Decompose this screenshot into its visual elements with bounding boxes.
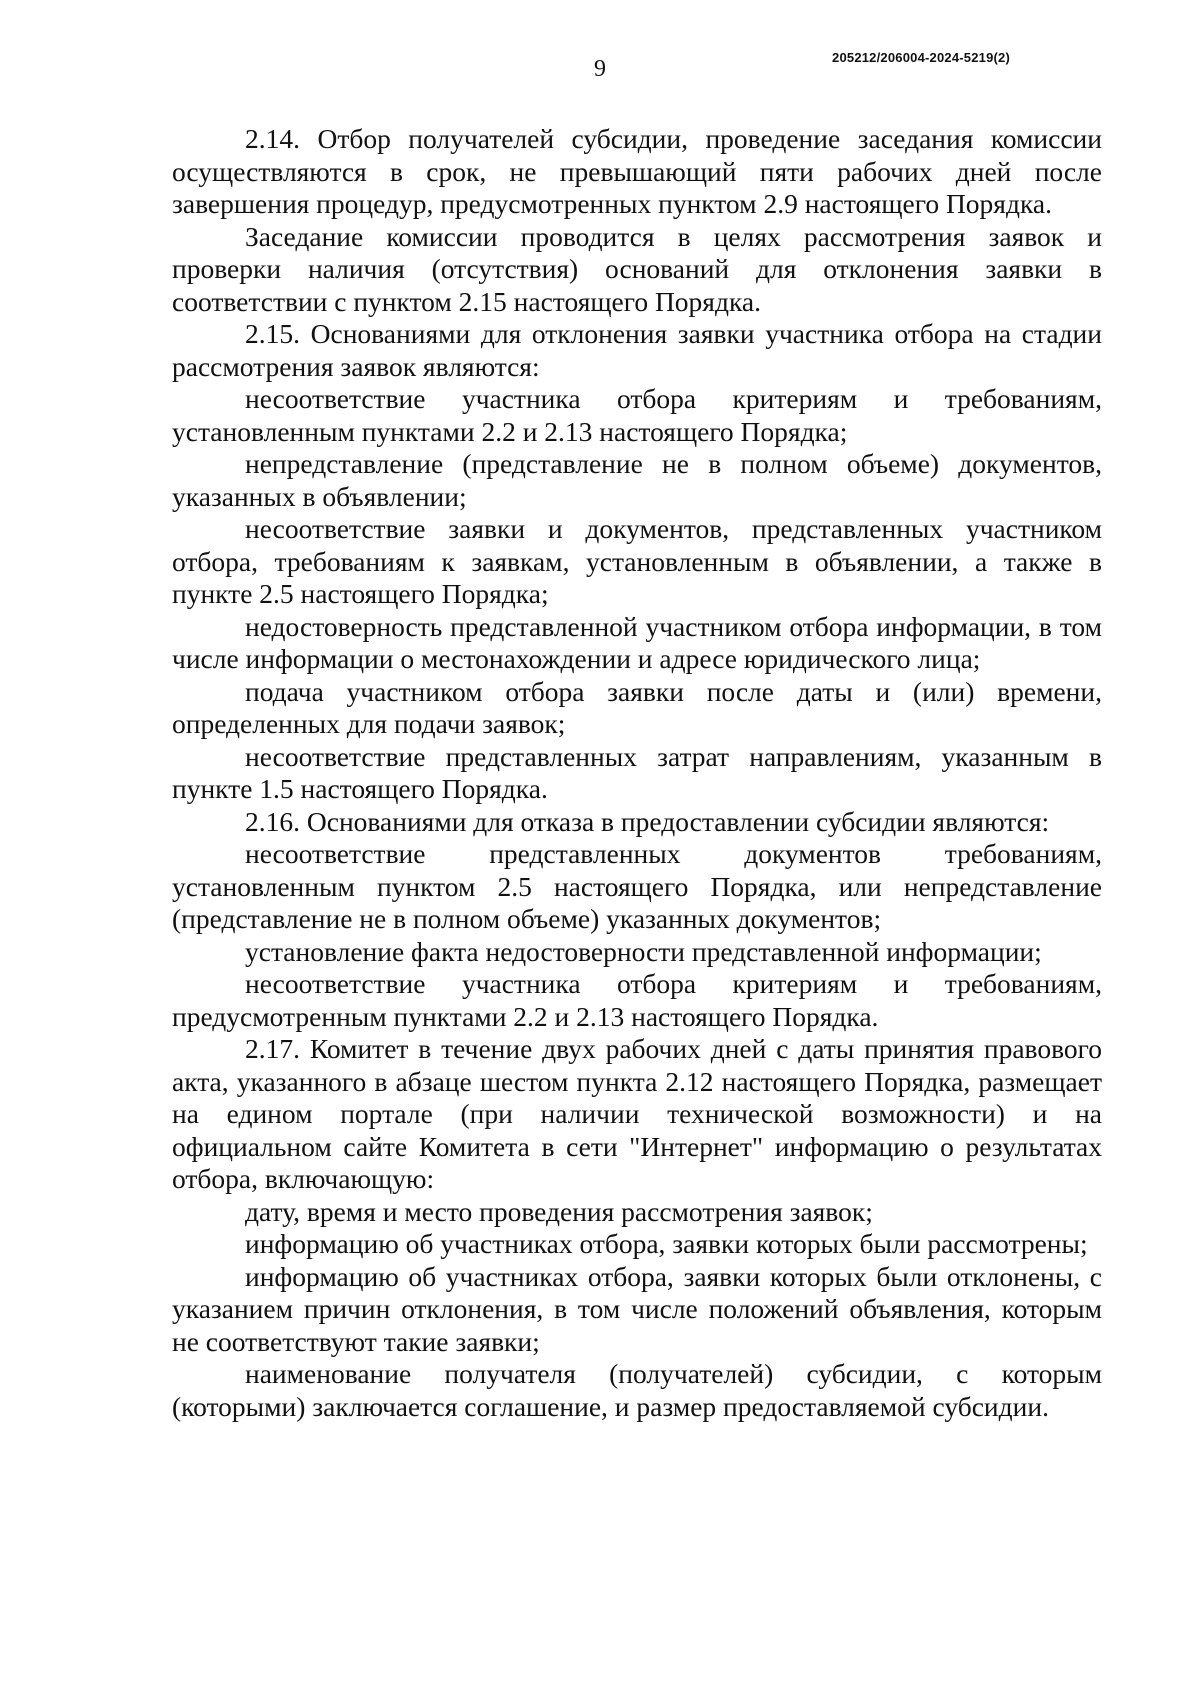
list-item: установление факта недостоверности представленной информации; [245,935,1042,967]
list-item: непредставление (представление не в полном объеме) документов, указанных в объявлении; [172,448,1102,512]
list-item: несоответствие участника отбора критериям и требованиям, установленным пунктами 2.2 и 2.13 настоящего Порядка; [172,383,1102,447]
list-item: наименование получателя (получателей) субсидии, с которым (которыми) заключается соглашение, и размер предоставляемой субсидии. [172,1358,1102,1422]
list-item: информацию об участниках отбора, заявки которых были отклонены, с указанием причин отклонения, в том числе положений объявления, которым не соответствуют такие заявки; [172,1260,1102,1357]
list-item: несоответствие представленных затрат направлениям, указанным в пункте 1.5 настоящего Порядка. [172,740,1102,804]
list-item: несоответствие заявки и документов, представленных участником отбора, требованиям к заявкам, установленным в объявлении, а также в пункте 2.5 настоящего Порядка; [172,513,1102,609]
list-item: подача участником отбора заявки после даты и (или) времени, определенных для подачи заявок; [172,675,1102,739]
paragraph-2-17: 2.17. Комитет в течение двух рабочих дней с даты принятия правового акта, указанного в абзаце шестом пункта 2.12 настоящего Порядка, размещает на едином портале (при наличии технической возможности) и на официальном сайте Комитета в сети "Интернет" информацию о результатах отбора, включающую: [172,1033,1102,1194]
list-item: дату, время и место проведения рассмотрения заявок; [245,1195,873,1227]
paragraph-2-15: 2.15. Основаниями для отклонения заявки участника отбора на стадии рассмотрения заявок являются: [172,318,1102,382]
list-item: несоответствие представленных документов требованиям, установленным пунктом 2.5 настоящего Порядка, или непредставление (представление не в полном объеме) указанных документов; [172,838,1102,934]
list-item: несоответствие участника отбора критериям и требованиям, предусмотренным пунктами 2.2 и 2.13 настоящего Порядка. [172,968,1102,1032]
paragraph-commission-meeting: Заседание комиссии проводится в целях рассмотрения заявок и проверки наличия (отсутствия) оснований для отклонения заявки в соответствии с пунктом 2.15 настоящего Порядка. [172,220,1102,317]
page-number: 9 [594,56,606,82]
document-body [172,123,1102,1423]
list-item: информацию об участниках отбора, заявки которых были рассмотрены; [245,1228,1088,1259]
document-id: 205212/206004-2024-5219(2) [832,50,1010,65]
list-item: недостоверность представленной участником отбора информации, в том числе информации о местонахождении и адресе юридического лица; [172,610,1102,674]
paragraph-2-16: 2.16. Основаниями для отказа в предоставлении субсидии являются: [245,805,1050,837]
paragraph-2-14: 2.14. Отбор получателей субсидии, проведение заседания комиссии осуществляются в срок, не превышающий пяти рабочих дней после завершения процедур, предусмотренных пунктом 2.9 настоящего Порядка. [172,123,1102,219]
